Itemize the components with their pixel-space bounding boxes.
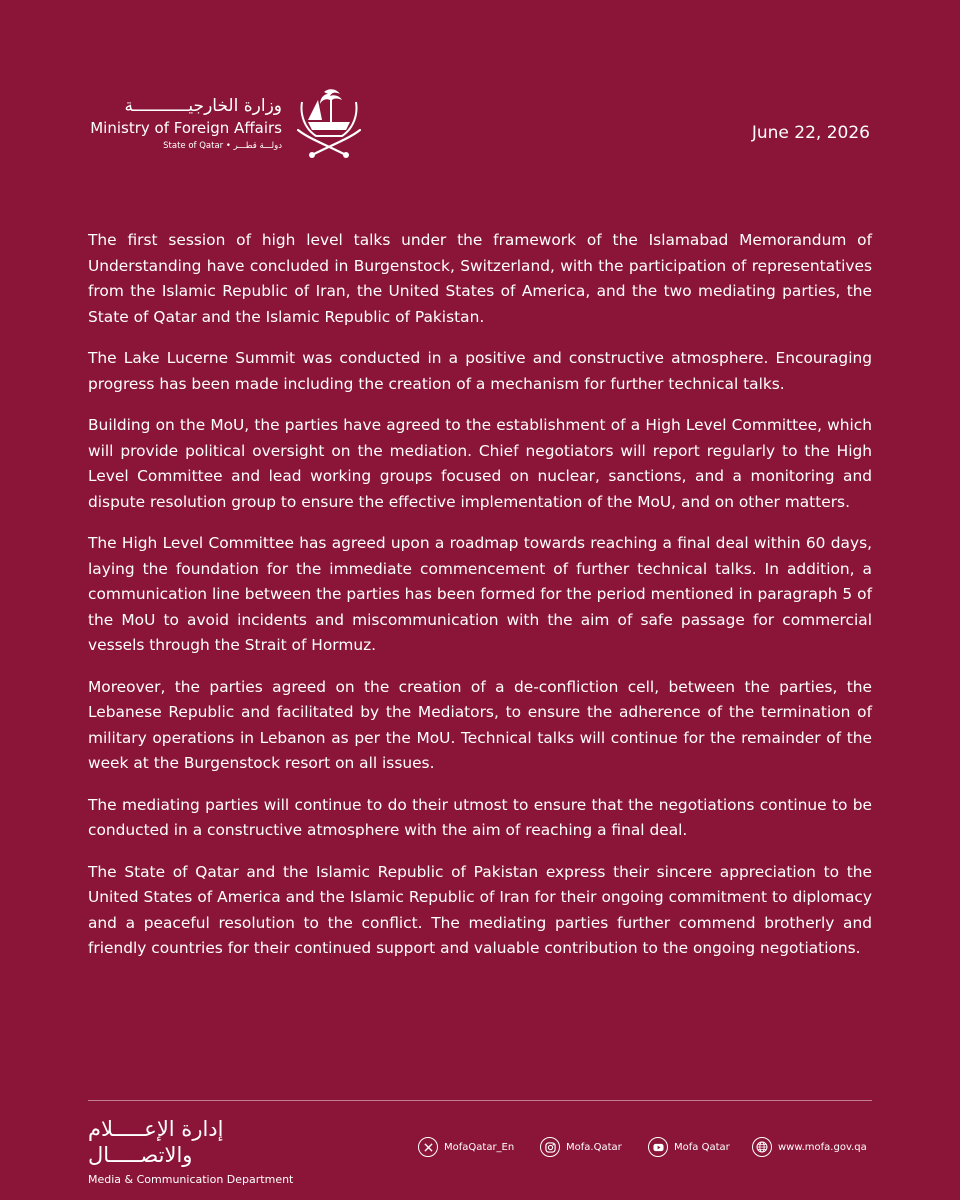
statement-body <box>88 228 872 978</box>
statement-paragraph: The State of Qatar and the Islamic Republic of Pakistan express their sincere appreciation to the United States of America and the Islamic Republic of Iran for their ongoing commitment to diplomacy and a peaceful resolution to the conflict. The mediating parties further commend brotherly and friendly countries for their continued support and valuable contribution to the ongoing negotiations. <box>88 862 872 957</box>
ministry-name-block <box>86 96 282 152</box>
globe-icon <box>752 1137 772 1157</box>
youtube-channel-link[interactable] <box>648 1137 730 1157</box>
media-department-block <box>88 1116 328 1188</box>
footer-divider <box>88 1100 872 1101</box>
x-handle: MofaQatar_En <box>444 1141 515 1153</box>
statement-date: June 22, 2026 <box>751 123 870 143</box>
website-url: www.mofa.gov.qa <box>778 1141 867 1153</box>
x-account-link[interactable] <box>418 1137 514 1157</box>
statement-paragraph: Moreover, the parties agreed on the creation of a de-confliction cell, between the parties, the Lebanese Republic and facilitated by the Mediators, to ensure the adherence of the termination of military operations in Lebanon as per the MoU. Technical talks will continue for the remainder of the week at the Burgenstock resort on all issues. <box>88 677 872 772</box>
youtube-icon <box>648 1137 668 1157</box>
instagram-handle: Mofa.Qatar <box>566 1141 622 1153</box>
statement-paragraph: The High Level Committee has agreed upon a roadmap towards reaching a final deal within 60 days, laying the foundation for the immediate commencement of further technical talks. In addition, a communication line between the parties has been formed for the period mentioned in paragraph 5 of the MoU to avoid incidents and miscommunication with the aim of safe passage for commercial vessels through the Strait of Hormuz. <box>88 534 872 654</box>
department-arabic-name: إدارة الإعـــــلام والاتصـــــال <box>88 1117 224 1167</box>
youtube-handle: Mofa Qatar <box>674 1141 730 1153</box>
statement-paragraph: The mediating parties will continue to do their utmost to ensure that the negotiations continue to be conducted in a constructive atmosphere with the aim of reaching a final deal. <box>88 795 872 839</box>
statement-paragraph: Building on the MoU, the parties have agreed to the establishment of a High Level Committee, which will provide political oversight on the mediation. Chief negotiators will report regularly to the High Level Committee and lead working groups focused on nuclear, sanctions, and a monitoring and dispute resolution group to ensure the effective implementation of the MoU, and on other matters. <box>88 416 872 511</box>
ministry-english-name: Ministry of Foreign Affairs <box>90 119 282 137</box>
website-link[interactable] <box>752 1137 867 1157</box>
instagram-account-link[interactable] <box>540 1137 622 1157</box>
letterhead <box>0 0 960 200</box>
statement-paragraph: The first session of high level talks under the framework of the Islamabad Memorandum of Understanding have concluded in Burgenstock, Switzerland, with the participation of representatives from the Islamic Republic of Iran, the United States of America, and the two mediating parties, the State of Qatar and the Islamic Republic of Pakistan. <box>88 231 872 326</box>
instagram-icon <box>540 1137 560 1157</box>
qatar-emblem-icon <box>294 80 364 160</box>
statement-paragraph: The Lake Lucerne Summit was conducted in a positive and constructive atmosphere. Encouraging progress has been made including the creation of a mechanism for further technical talks. <box>88 349 872 393</box>
department-english-name: Media & Communication Department <box>88 1173 294 1186</box>
x-icon <box>418 1137 438 1157</box>
state-of-qatar-line: State of Qatar • دولـــة قطـــر <box>163 141 282 151</box>
ministry-arabic-name: وزارة الخارجيـــــــــــة <box>124 96 282 116</box>
